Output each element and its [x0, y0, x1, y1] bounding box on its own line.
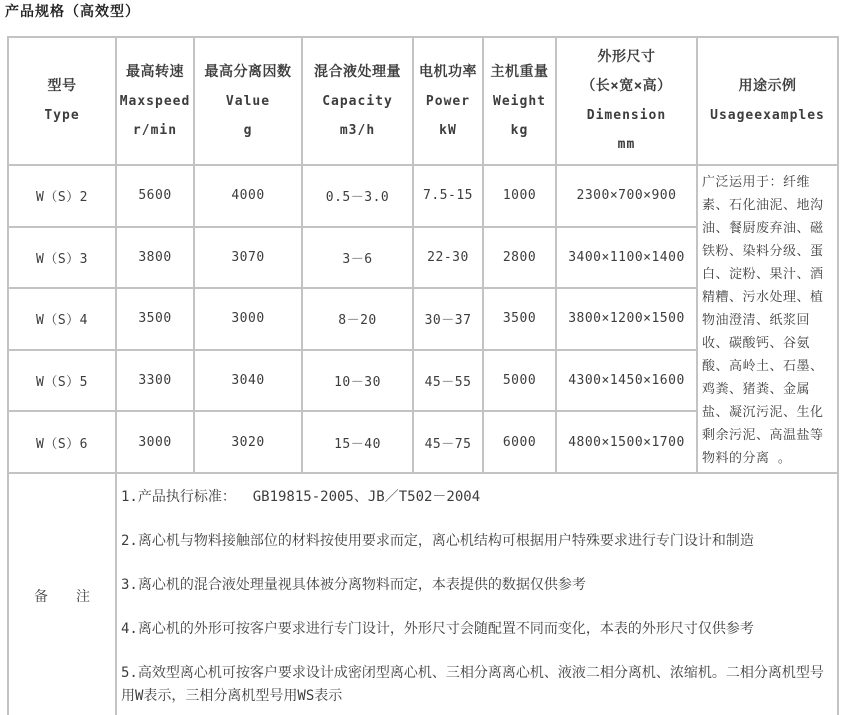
- page-title: 产品规格（高效型）: [5, 4, 140, 20]
- header-line-cn: 最高转速: [126, 63, 184, 80]
- cell-separation-factor: 3070: [194, 227, 302, 289]
- cell-capacity: 15－40: [302, 411, 413, 473]
- header-line-cn: 主机重量: [490, 63, 549, 80]
- header-line-unit: m3/h: [339, 122, 376, 138]
- cell-power: 7.5-15: [413, 165, 483, 227]
- header-line-unit: r/min: [132, 122, 178, 138]
- header-line-cn: 电机功率: [419, 63, 477, 80]
- column-header-capacity: [302, 37, 413, 165]
- column-header-usage: [697, 37, 838, 165]
- remarks-label: 备 注: [8, 473, 116, 715]
- cell-weight: 6000: [483, 411, 556, 473]
- header-line-en: Capacity: [322, 93, 393, 109]
- header-line-cn: 用途示例: [738, 78, 797, 94]
- cell-power: 45－55: [413, 350, 483, 412]
- cell-capacity: 10－30: [302, 350, 413, 412]
- header-line-cn: 型号: [47, 78, 77, 94]
- header-line-unit: mm: [617, 137, 636, 152]
- cell-weight: 5000: [483, 350, 556, 412]
- cell-model: W（S）6: [8, 411, 116, 473]
- header-line-unit: g: [243, 122, 253, 138]
- remark-item-2: 2.离心机与物料接触部位的材料按使用要求而定，离心机结构可根据用户特殊要求进行专门设计和制造: [121, 533, 754, 549]
- column-header-dimension: [556, 37, 697, 165]
- table-row: [8, 165, 838, 227]
- cell-capacity: 8－20: [302, 288, 413, 350]
- usage-examples-cell: 广泛运用于：纤维素、石化油泥、地沟油、餐厨废弃油、磁铁粉、染料分级、蛋白、淀粉、果汁、酒精糟、污水处理、植物油澄清、纸浆回收、碳酸钙、谷氨酸、高岭土、石墨、鸡粪、猪粪、金属盐、凝沉污泥、生化剩余污泥、高温盐等物料的分离 。: [697, 165, 838, 473]
- header-line-unit: kg: [510, 122, 529, 138]
- header-line-cn: 外形尺寸: [597, 49, 656, 65]
- remark-item-5: 5.高效型离心机可按客户要求设计成密闭型离心机、三相分离离心机、液液二相分离机、浓缩机。二相分离机型号用W表示，三相分离机型号用WS表示: [121, 665, 824, 704]
- header-line-en: Value: [225, 93, 271, 109]
- cell-dimension: 2300×700×900: [556, 165, 697, 227]
- header-line-unit: kW: [439, 122, 457, 138]
- cell-separation-factor: 3020: [194, 411, 302, 473]
- cell-power: 22-30: [413, 227, 483, 289]
- cell-separation-factor: 3040: [194, 350, 302, 412]
- column-header-power: [413, 37, 483, 165]
- cell-dimension: 4800×1500×1700: [556, 411, 697, 473]
- cell-weight: 3500: [483, 288, 556, 350]
- cell-separation-factor: 4000: [194, 165, 302, 227]
- cell-model: W（S）2: [8, 165, 116, 227]
- cell-weight: 2800: [483, 227, 556, 289]
- column-header-weight: [483, 37, 556, 165]
- header-line-en: Maxspeed: [119, 93, 191, 109]
- remarks-row: [8, 473, 838, 715]
- cell-model: W（S）4: [8, 288, 116, 350]
- cell-dimension: 3400×1100×1400: [556, 227, 697, 289]
- product-spec-table: [7, 36, 839, 715]
- header-line-en: Type: [44, 108, 80, 123]
- column-header-maxspeed: [116, 37, 194, 165]
- cell-maxspeed: 3500: [116, 288, 194, 350]
- cell-capacity: 0.5－3.0: [302, 165, 413, 227]
- cell-maxspeed: 3000: [116, 411, 194, 473]
- cell-separation-factor: 3000: [194, 288, 302, 350]
- remarks-content: [116, 473, 838, 715]
- cell-model: W（S）5: [8, 350, 116, 412]
- cell-capacity: 3－6: [302, 227, 413, 289]
- cell-power: 45－75: [413, 411, 483, 473]
- header-line-en: Dimension: [586, 108, 667, 123]
- header-line-en: Usageexamples: [710, 108, 825, 123]
- cell-weight: 1000: [483, 165, 556, 227]
- header-line-en: Power: [425, 93, 471, 109]
- header-line-en: Weight: [493, 93, 546, 109]
- remark-item-4: 4.离心机的外形可按客户要求进行专门设计，外形尺寸会随配置不同而变化，本表的外形尺寸仅供参考: [121, 621, 754, 637]
- column-header-model: [8, 37, 116, 165]
- remark-item-3: 3.离心机的混合液处理量视具体被分离物料而定，本表提供的数据仅供参考: [121, 577, 586, 593]
- cell-model: W（S）3: [8, 227, 116, 289]
- header-line-cn: （长×宽×高）: [581, 78, 672, 94]
- cell-dimension: 4300×1450×1600: [556, 350, 697, 412]
- header-line-cn: 最高分离因数: [204, 63, 292, 80]
- cell-maxspeed: 3300: [116, 350, 194, 412]
- cell-power: 30－37: [413, 288, 483, 350]
- remark-item-1: 1.产品执行标准： GB19815-2005、JB／T502－2004: [121, 489, 481, 505]
- column-header-separation-factor: [194, 37, 302, 165]
- cell-maxspeed: 3800: [116, 227, 194, 289]
- header-line-cn: 混合液处理量: [314, 63, 401, 80]
- cell-maxspeed: 5600: [116, 165, 194, 227]
- cell-dimension: 3800×1200×1500: [556, 288, 697, 350]
- header-row: [8, 37, 838, 165]
